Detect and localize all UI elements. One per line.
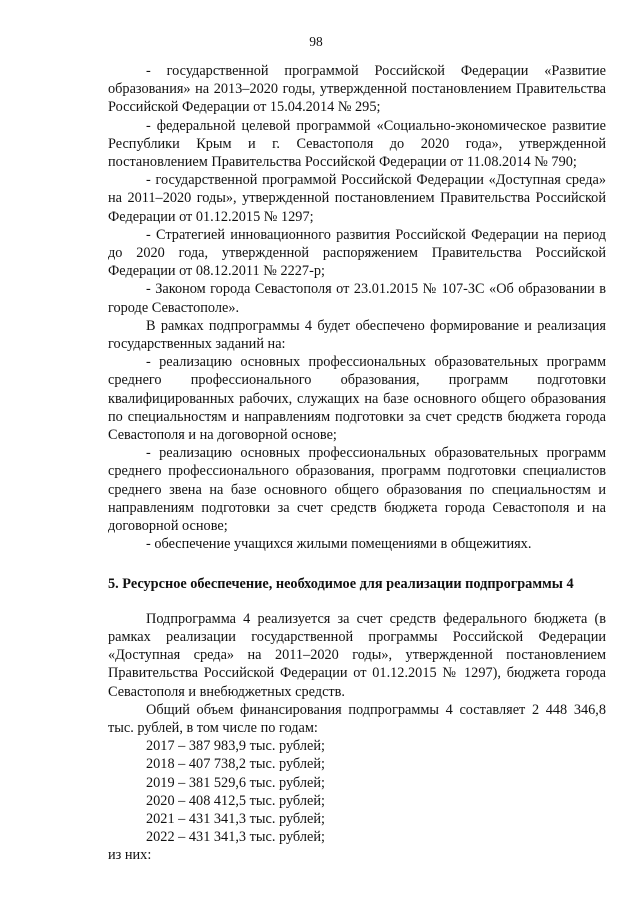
page-number: 98: [309, 34, 323, 49]
list-item: - Стратегией инновационного развития Российской Федерации на период до 2020 года, утвержденной распоряжением Правительства Российской Федерации от 08.12.2011 № 2227-р;: [108, 226, 606, 280]
funding-by-year-list: [108, 737, 606, 846]
year-funding-item: 2017 – 387 983,9 тыс. рублей;: [146, 738, 325, 755]
year-funding-item: 2021 – 431 341,3 тыс. рублей;: [146, 810, 325, 827]
total-funding-paragraph: Общий объем финансирования подпрограммы 4 составляет 2 448 346,8 тыс. рублей, в том числе по годам:: [108, 701, 606, 736]
list-item: - Законом города Севастополя от 23.01.2015 № 107-ЗС «Об образовании в городе Севастополе».: [108, 281, 606, 316]
task-item: - обеспечение учащихся жилыми помещениями в общежитиях.: [146, 536, 532, 553]
year-funding-item: 2020 – 408 412,5 тыс. рублей;: [146, 792, 325, 809]
year-funding-item: 2019 – 381 529,6 тыс. рублей;: [146, 774, 325, 791]
year-funding-item: 2022 – 431 341,3 тыс. рублей;: [146, 829, 325, 846]
task-item: - реализацию основных профессиональных образовательных программ среднего профессионального образования, программ подготовки квалифицированных рабочих, служащих на базе основного общего образования по специальностям и направлениям подготовки за счет средств бюджета города Севастополя и на договорной основе;: [108, 354, 606, 444]
list-item: - государственной программой Российской Федерации «Доступная среда» на 2011–2020 годы», утвержденной постановлением Правительства Российской Федерации от 01.12.2015 № 1297;: [108, 172, 606, 225]
page-content: [108, 62, 606, 865]
list-item: - государственной программой Российской Федерации «Развитие образования» на 2013–2020 годы, утвержденной постановлением Правительства Российской Федерации от 15.04.2014 № 295;: [108, 63, 606, 116]
task-item: - реализацию основных профессиональных образовательных программ среднего профессионального образования, программ подготовки специалистов среднего звена на базе основного общего образования по специальностям и направлениям подготовки за счет средств бюджета города Севастополя и на договорной основе;: [108, 445, 606, 535]
section-heading: 5. Ресурсное обеспечение, необходимое для реализации подпрограммы 4: [108, 576, 574, 593]
list-item: - федеральной целевой программой «Социально-экономическое развитие Республики Крым и г. Севастополя до 2020 года», утвержденной постановлением Правительства Российской Федерации от 11.08.2014 № 790;: [108, 117, 606, 171]
tasks-intro: В рамках подпрограммы 4 будет обеспечено формирование и реализация государственных заданий на:: [108, 317, 606, 353]
closing-text: из них:: [108, 847, 152, 864]
year-funding-item: 2018 – 407 738,2 тыс. рублей;: [146, 756, 325, 773]
funding-paragraph: Подпрограмма 4 реализуется за счет средств федерального бюджета (в рамках реализации государственной программы Российской Федерации «Доступная среда» на 2011–2020 годы», утвержденной постановлением Правительства Российской Федерации от 01.12.2015 № 1297), бюджета города Севастополя и внебюджетных средств.: [108, 610, 606, 700]
